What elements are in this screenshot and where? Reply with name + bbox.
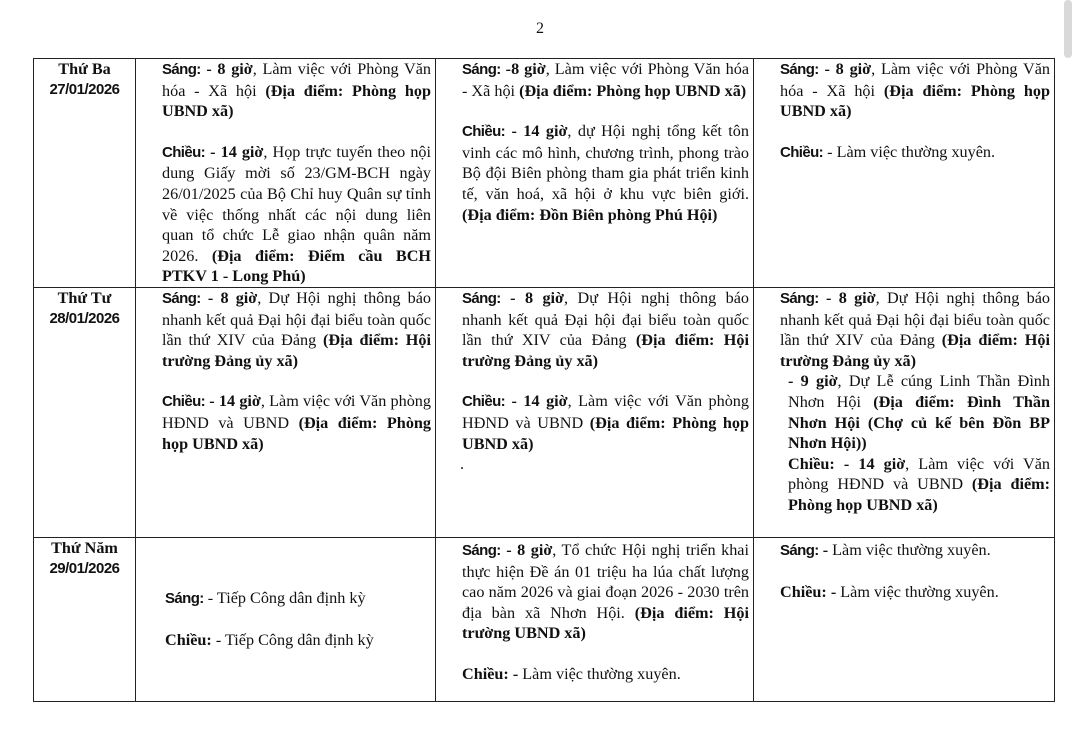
schedule-cell: [754, 287, 1055, 537]
afternoon-entry: Chiều: - 14 giờ, Làm việc với Văn phòng HĐND và UBND (Địa điểm: Phòng họp UBND xã): [462, 392, 749, 453]
afternoon-entry: Chiều: - 14 giờ, Làm việc với Văn phòng HĐND và UBND (Địa điểm: Phòng họp UBND xã): [162, 392, 432, 453]
day-date: 28/01/2026: [49, 309, 120, 327]
table-row: [34, 59, 1055, 288]
day-cell: [34, 287, 136, 537]
afternoon-entry: Chiều: - 14 giờ, Họp trực tuyến theo nội dung Giấy mời số 23/GM-BCH ngày 26/01/2025 của Bộ Chỉ huy Quân sự tỉnh về việc thống nhất các nội dung liên quan tổ chức Lễ giao nhận quân năm 2026. (Địa điểm: Điểm cầu BCH PTKV 1 - Long Phú): [162, 142, 432, 286]
day-name: Thứ Năm: [51, 538, 118, 557]
day-name: Thứ Tư: [57, 288, 112, 307]
table-row: [34, 537, 1055, 701]
afternoon-entry: Chiều: - 14 giờ, Làm việc với Văn phòng HĐND và UBND (Địa điểm: Phòng họp UBND xã): [788, 454, 1051, 514]
morning-entry: Sáng: - 8 giờ, Dự Hội nghị thông báo nhanh kết quả Đại hội đại biểu toàn quốc lần thứ XIV của Đảng (Địa điểm: Hội trường Đảng ủy xã): [780, 288, 1051, 370]
morning-entry: Sáng: - Tiếp Công dân định kỳ: [165, 589, 366, 608]
afternoon-entry: Chiều: - 14 giờ, dự Hội nghị tổng kết tôn vinh các mô hình, chương trình, phong trào Bộ đội Biên phòng tham gia phát triển kinh tế, văn hoá, xã hội ở khu vực biên giới. (Địa điểm: Đồn Biên phòng Phú Hội): [462, 122, 749, 224]
day-cell: [34, 59, 136, 288]
morning-entry: Sáng: - 8 giờ, Tổ chức Hội nghị triển khai thực hiện Đề án 01 triệu ha lúa chất lượng cao năm 2026 và giai đoạn 2026 - 2030 trên địa bàn xã Nhơn Hội. (Địa điểm: Hội trường UBND xã): [462, 540, 749, 643]
day-name: Thứ Ba: [58, 60, 111, 78]
day-cell: [34, 537, 136, 701]
afternoon-entry: Chiều: - Làm việc thường xuyên.: [780, 582, 999, 601]
day-date: 29/01/2026: [49, 559, 120, 577]
morning-entry: Sáng: - 8 giờ, Làm việc với Phòng Văn hóa - Xã hội (Địa điểm: Phòng họp UBND xã): [162, 60, 431, 121]
morning-entry: Sáng: -8 giờ, Làm việc với Phòng Văn hóa - Xã hội (Địa điểm: Phòng họp UBND xã): [462, 60, 750, 100]
schedule-cell: [436, 537, 754, 701]
stray-mark: .: [460, 455, 465, 474]
schedule-cell: [436, 287, 754, 537]
morning-entry: Sáng: - 8 giờ, Dự Hội nghị thông báo nhanh kết quả Đại hội đại biểu toàn quốc lần thứ XIV của Đảng (Địa điểm: Hội trường Đảng ủy xã): [462, 288, 750, 370]
mid-morning-entry: - 9 giờ, Dự Lễ cúng Linh Thần Đình Nhơn Hội (Địa điểm: Đình Thần Nhơn Hội (Chợ củ kế bên Đồn BP Nhơn Hội)): [788, 372, 1050, 453]
schedule-cell: [754, 537, 1055, 701]
schedule-cell: [436, 59, 754, 288]
schedule-table: [33, 58, 1055, 702]
day-date: 27/01/2026: [49, 80, 120, 98]
schedule-cell: [136, 59, 436, 288]
morning-entry: Sáng: - Làm việc thường xuyên.: [780, 540, 991, 559]
morning-entry: Sáng: - 8 giờ, Làm việc với Phòng Văn hóa - Xã hội (Địa điểm: Phòng họp UBND xã): [780, 60, 1050, 121]
schedule-cell: [754, 59, 1055, 288]
morning-entry: Sáng: - 8 giờ, Dự Hội nghị thông báo nhanh kết quả Đại hội đại biểu toàn quốc lần thứ XIV của Đảng (Địa điểm: Hội trường Đảng ủy xã): [162, 288, 432, 370]
afternoon-entry: Chiều: - Làm việc thường xuyên.: [462, 664, 681, 683]
schedule-cell: [136, 287, 436, 537]
table-row: [34, 287, 1055, 537]
afternoon-entry: Chiều: - Làm việc thường xuyên.: [780, 142, 996, 161]
page-number: 2: [536, 20, 544, 37]
schedule-cell: [136, 537, 436, 701]
afternoon-entry: Chiều: - Tiếp Công dân định kỳ: [165, 630, 374, 649]
